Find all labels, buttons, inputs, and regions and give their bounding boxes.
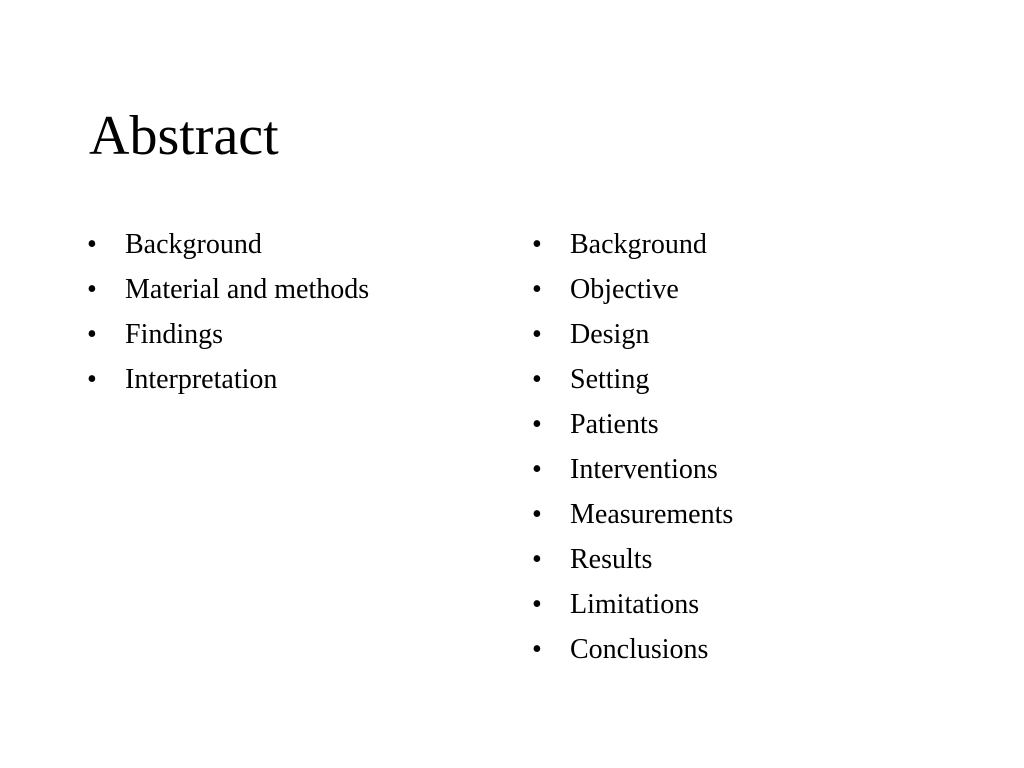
right-list-item-conclusions: • Conclusions [532, 627, 733, 672]
right-list-item-setting: • Setting [532, 357, 733, 402]
right-list-item-design: • Design [532, 312, 733, 357]
left-list-item-material-and-methods: • Material and methods [87, 267, 369, 312]
right-list-item-patients: • Patients [532, 402, 733, 447]
left-bullet-list [87, 222, 369, 402]
left-list-item-interpretation: • Interpretation [87, 357, 369, 402]
right-list-item-interventions: • Interventions [532, 447, 733, 492]
left-list-item-background: • Background [87, 222, 369, 267]
right-list-item-measurements: • Measurements [532, 492, 733, 537]
right-list-item-objective: • Objective [532, 267, 733, 312]
left-list-item-findings: • Findings [87, 312, 369, 357]
right-list-item-limitations: • Limitations [532, 582, 733, 627]
right-list-item-results: • Results [532, 537, 733, 582]
right-list-item-background: • Background [532, 222, 733, 267]
slide-title: Abstract [89, 105, 279, 167]
right-bullet-list [532, 222, 733, 672]
